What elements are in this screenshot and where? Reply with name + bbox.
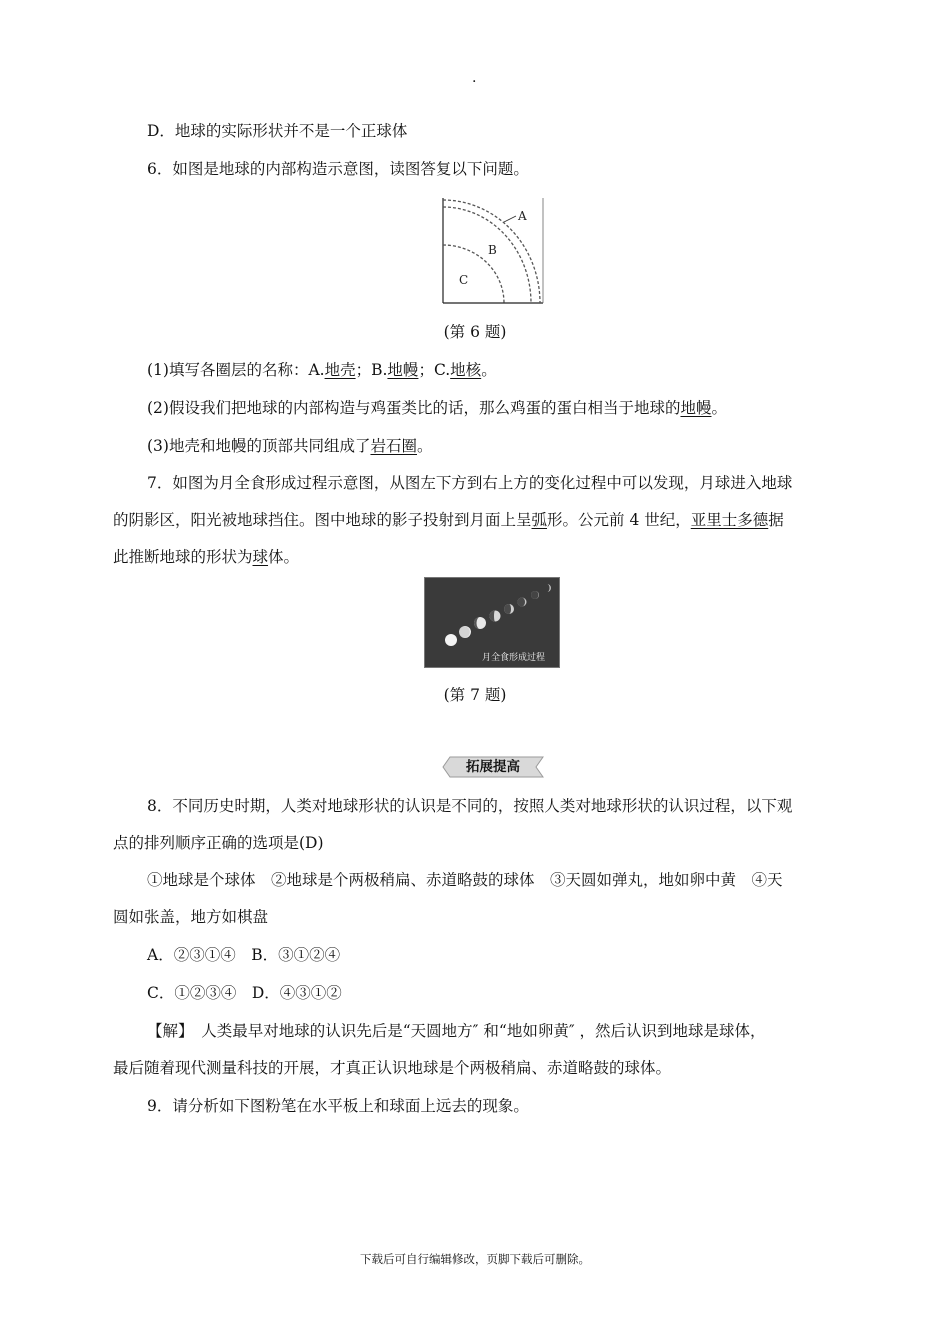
q9-stem: 9．请分析如下图粉笔在水平板上和球面上远去的现象。	[147, 1097, 529, 1115]
q8-line3: ①地球是个球体 ②地球是个两极稍扁、赤道略鼓的球体 ③天圆如弹丸，地如卵中黄 ④天	[147, 871, 783, 889]
q5-option-d: D．地球的实际形状并不是一个正球体	[147, 122, 408, 140]
section-banner-title: 拓展提高	[466, 759, 520, 775]
q6-part2: (2)假设我们把地球的内部构造与鸡蛋类比的话，那么鸡蛋的蛋白相当于地球的地幔。	[147, 399, 727, 417]
section-banner	[442, 756, 544, 778]
answer-c: 地核	[450, 361, 482, 379]
q7-line3: 此推断地球的形状为球体。	[113, 548, 300, 566]
q8-explanation-1: 【解】 人类最早对地球的认识先后是“天圆地方″ 和“地如卵黄″ ，然后认识到地球是球体，	[147, 1022, 766, 1040]
q6-stem: 6．如图是地球的内部构造示意图，读图答复以下问题。	[147, 160, 529, 178]
q8-options-ab: A．②③①④ B．③①②④	[147, 946, 341, 964]
q8-line1: 8．不同历史时期，人类对地球形状的认识是不同的，按照人类对地球形状的认识过程，以下观	[147, 797, 793, 815]
label-c: C	[459, 273, 469, 287]
earth-structure-diagram	[442, 197, 544, 304]
q8-line4: 圆如张盖，地方如棋盘	[113, 908, 269, 926]
q7-line2: 的阴影区，阳光被地球挡住。图中地球的影子投射到月面上呈弧形。公元前 4 世纪，亚里士多德据	[113, 511, 784, 529]
lunar-eclipse-photo	[424, 577, 560, 668]
q8-explanation-2: 最后随着现代测量科技的开展，才真正认识地球是个两极稍扁、赤道略鼓的球体。	[113, 1059, 672, 1077]
top-mark: .	[472, 70, 477, 86]
answer-sphere: 球	[252, 548, 269, 566]
q7-caption: (第 7 题)	[443, 686, 507, 704]
q6-caption: (第 6 题)	[443, 323, 507, 341]
q7-line1: 7．如图为月全食形成过程示意图，从图左下方到右上方的变化过程中可以发现，月球进入地球	[147, 474, 793, 492]
answer-egg-white: 地幔	[680, 399, 712, 417]
answer-a: 地壳	[324, 361, 356, 379]
page-footer: 下载后可自行编辑修改，页脚下载后可删除。	[360, 1252, 590, 1266]
q8-options-cd: C．①②③④ D．④③①②	[147, 984, 342, 1002]
label-a: A	[518, 209, 527, 223]
label-b: B	[488, 243, 497, 257]
answer-arc: 弧	[531, 511, 548, 529]
eclipse-figure-label: 月全食形成过程	[481, 653, 545, 663]
answer-aristotle: 亚里士多德	[690, 511, 769, 529]
answer-b: 地幔	[387, 361, 419, 379]
answer-lithosphere: 岩石圈	[370, 437, 417, 455]
q6-part1: (1)填写各圈层的名称：A.地壳；B.地幔；C.地核。	[147, 361, 497, 379]
q6-part3: (3)地壳和地幔的顶部共同组成了岩石圈。	[147, 437, 433, 455]
q8-line2: 点的排列顺序正确的选项是(D)	[113, 834, 324, 852]
